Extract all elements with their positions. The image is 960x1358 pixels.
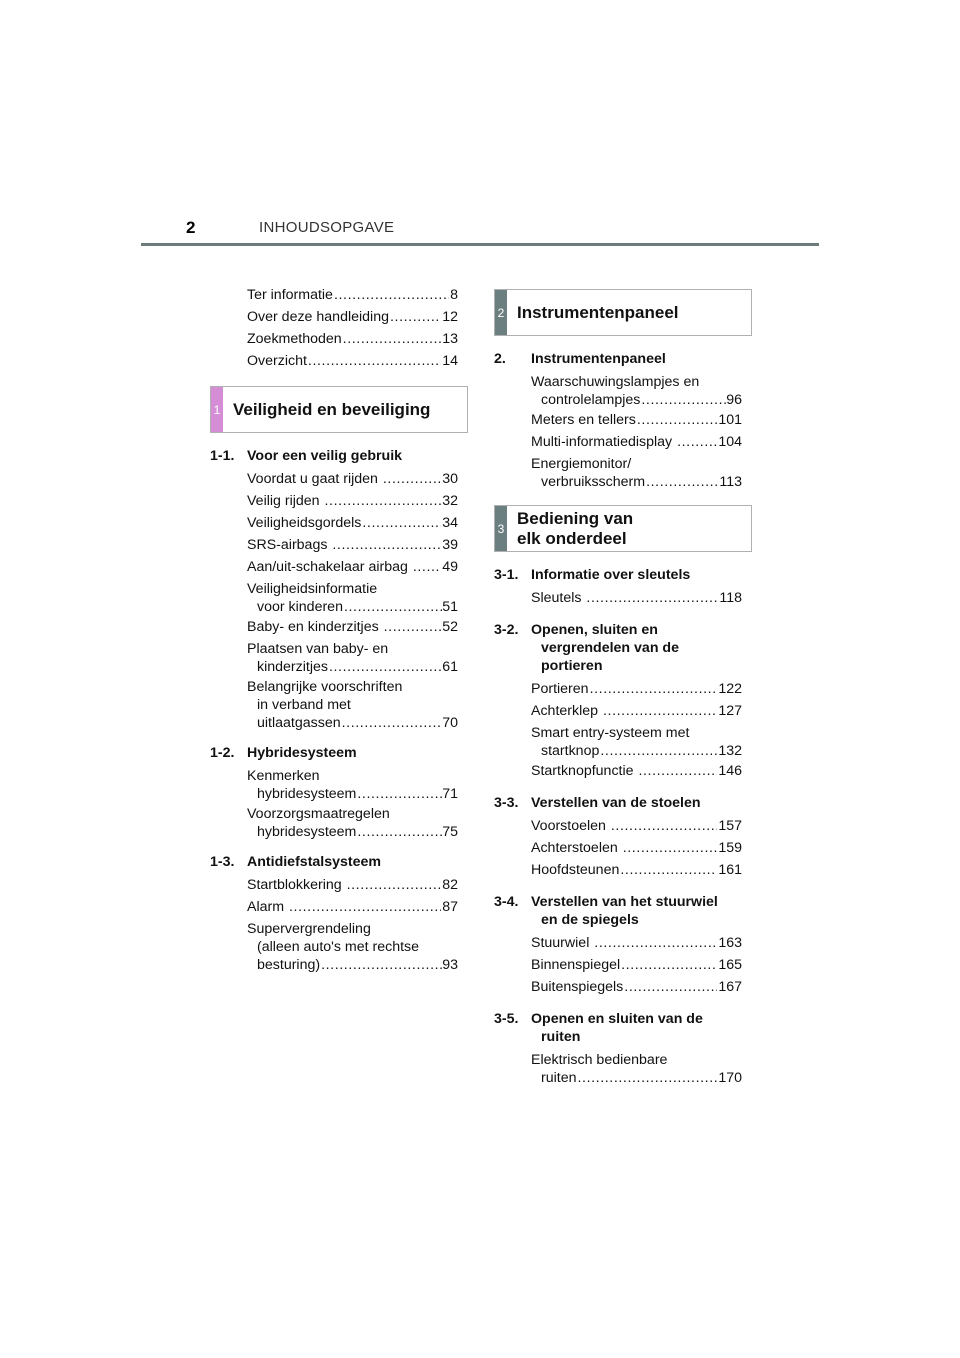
toc-entry[interactable]: Portieren ..... 122	[531, 678, 742, 700]
toc-entry[interactable]: Multi-informatiedisplay ..... 104	[531, 431, 742, 453]
section-title-3: Bediening van elk onderdeel	[517, 508, 634, 548]
subsection-heading-2[interactable]: 2. Instrumentenpaneel	[494, 351, 666, 367]
toc-entry[interactable]: Ter informatie ..... 8	[247, 284, 458, 306]
toc-entry[interactable]: Meters en tellers ..... 101	[531, 409, 742, 431]
toc-entry[interactable]: Veiligheidsinformatie voor kinderen ..... 51	[247, 578, 458, 616]
toc-entry[interactable]: Achterklep ..... 127	[531, 700, 742, 722]
toc-entry[interactable]: Over deze handleiding ..... 12	[247, 306, 458, 328]
subsection-heading-1-1[interactable]: 1-1. Voor een veilig gebruik	[210, 448, 403, 464]
subsection-heading-1-3[interactable]: 1-3. Antidiefstalsysteem	[210, 854, 382, 870]
header-rule	[141, 243, 819, 246]
section-header-1[interactable]	[210, 386, 468, 433]
section-tab-1: 1	[211, 387, 223, 432]
toc-entry[interactable]: Energiemonitor/ verbruiksscherm ..... 113	[531, 453, 742, 491]
toc-entry[interactable]: Smart entry-systeem met startknop ..... 132	[531, 722, 742, 760]
toc-entry[interactable]: Plaatsen van baby- en kinderzitjes ..... 61	[247, 638, 458, 676]
toc-entry[interactable]: SRS-airbags ..... 39	[247, 534, 458, 556]
page-number: 2	[186, 218, 196, 237]
toc-entry[interactable]: Overzicht ..... 14	[247, 350, 458, 372]
section-title-1: Veiligheid en beveiliging	[233, 399, 431, 419]
toc-entry[interactable]: Alarm ..... 87	[247, 896, 458, 918]
toc-entry[interactable]: Achterstoelen ..... 159	[531, 837, 742, 859]
toc-entry[interactable]: Hoofdsteunen ..... 161	[531, 859, 742, 881]
toc-entry[interactable]: Baby- en kinderzitjes ..... 52	[247, 616, 458, 638]
subsection-heading-3-5[interactable]: 3-5. Openen en sluiten van de ruiten	[494, 1011, 703, 1045]
subsection-heading-3-3[interactable]: 3-3. Verstellen van de stoelen	[494, 795, 701, 811]
section-header-2[interactable]	[494, 289, 752, 336]
toc-entry[interactable]: Voorzorgsmaatregelen hybridesysteem ..... 75	[247, 803, 458, 841]
toc-entry[interactable]: Voordat u gaat rijden ..... 30	[247, 468, 458, 490]
section-title-2: Instrumentenpaneel	[517, 302, 679, 322]
section-header-3[interactable]	[494, 505, 752, 552]
section-tab-3: 3	[495, 506, 507, 551]
toc-entry[interactable]: Supervergrendeling (alleen auto's met rechtse besturing) ..... 93	[247, 918, 458, 974]
toc-entry[interactable]: Voorstoelen ..... 157	[531, 815, 742, 837]
toc-entry[interactable]: Kenmerken hybridesysteem ..... 71	[247, 765, 458, 803]
intro-entries	[210, 284, 458, 372]
toc-entry[interactable]: Veiligheidsgordels ..... 34	[247, 512, 458, 534]
toc-entry[interactable]: Belangrijke voorschriften in verband met uitlaatgassen ..... 70	[247, 676, 458, 732]
toc-entry[interactable]: Binnenspiegel ..... 165	[531, 954, 742, 976]
toc-entry[interactable]: Sleutels ..... 118	[531, 587, 742, 609]
toc-entry[interactable]: Buitenspiegels ..... 167	[531, 976, 742, 998]
section-tab-2: 2	[495, 290, 507, 335]
toc-entry[interactable]: Aan/uit-schakelaar airbag ..... 49	[247, 556, 458, 578]
toc-entry[interactable]: Waarschuwingslampjes en controlelampjes ..... 96	[531, 371, 742, 409]
subsection-heading-3-2[interactable]: 3-2. Openen, sluiten en vergrendelen van de portieren	[494, 622, 679, 674]
toc-left-column	[210, 284, 458, 974]
subsection-heading-3-4[interactable]: 3-4. Verstellen van het stuurwiel en de spiegels	[494, 894, 718, 928]
toc-entry[interactable]: Veilig rijden ..... 32	[247, 490, 458, 512]
toc-entry[interactable]: Zoekmethoden ..... 13	[247, 328, 458, 350]
toc-entry[interactable]: Startknopfunctie ..... 146	[531, 760, 742, 782]
toc-entry[interactable]: Stuurwiel ..... 163	[531, 932, 742, 954]
subsection-heading-1-2[interactable]: 1-2. Hybridesysteem	[210, 745, 357, 761]
page-header-title: INHOUDSOPGAVE	[259, 219, 395, 236]
toc-right-column	[494, 289, 742, 1087]
toc-entry[interactable]: Elektrisch bedienbare ruiten ..... 170	[531, 1049, 742, 1087]
subsection-heading-3-1[interactable]: 3-1. Informatie over sleutels	[494, 567, 691, 583]
toc-entry[interactable]: Startblokkering ..... 82	[247, 874, 458, 896]
